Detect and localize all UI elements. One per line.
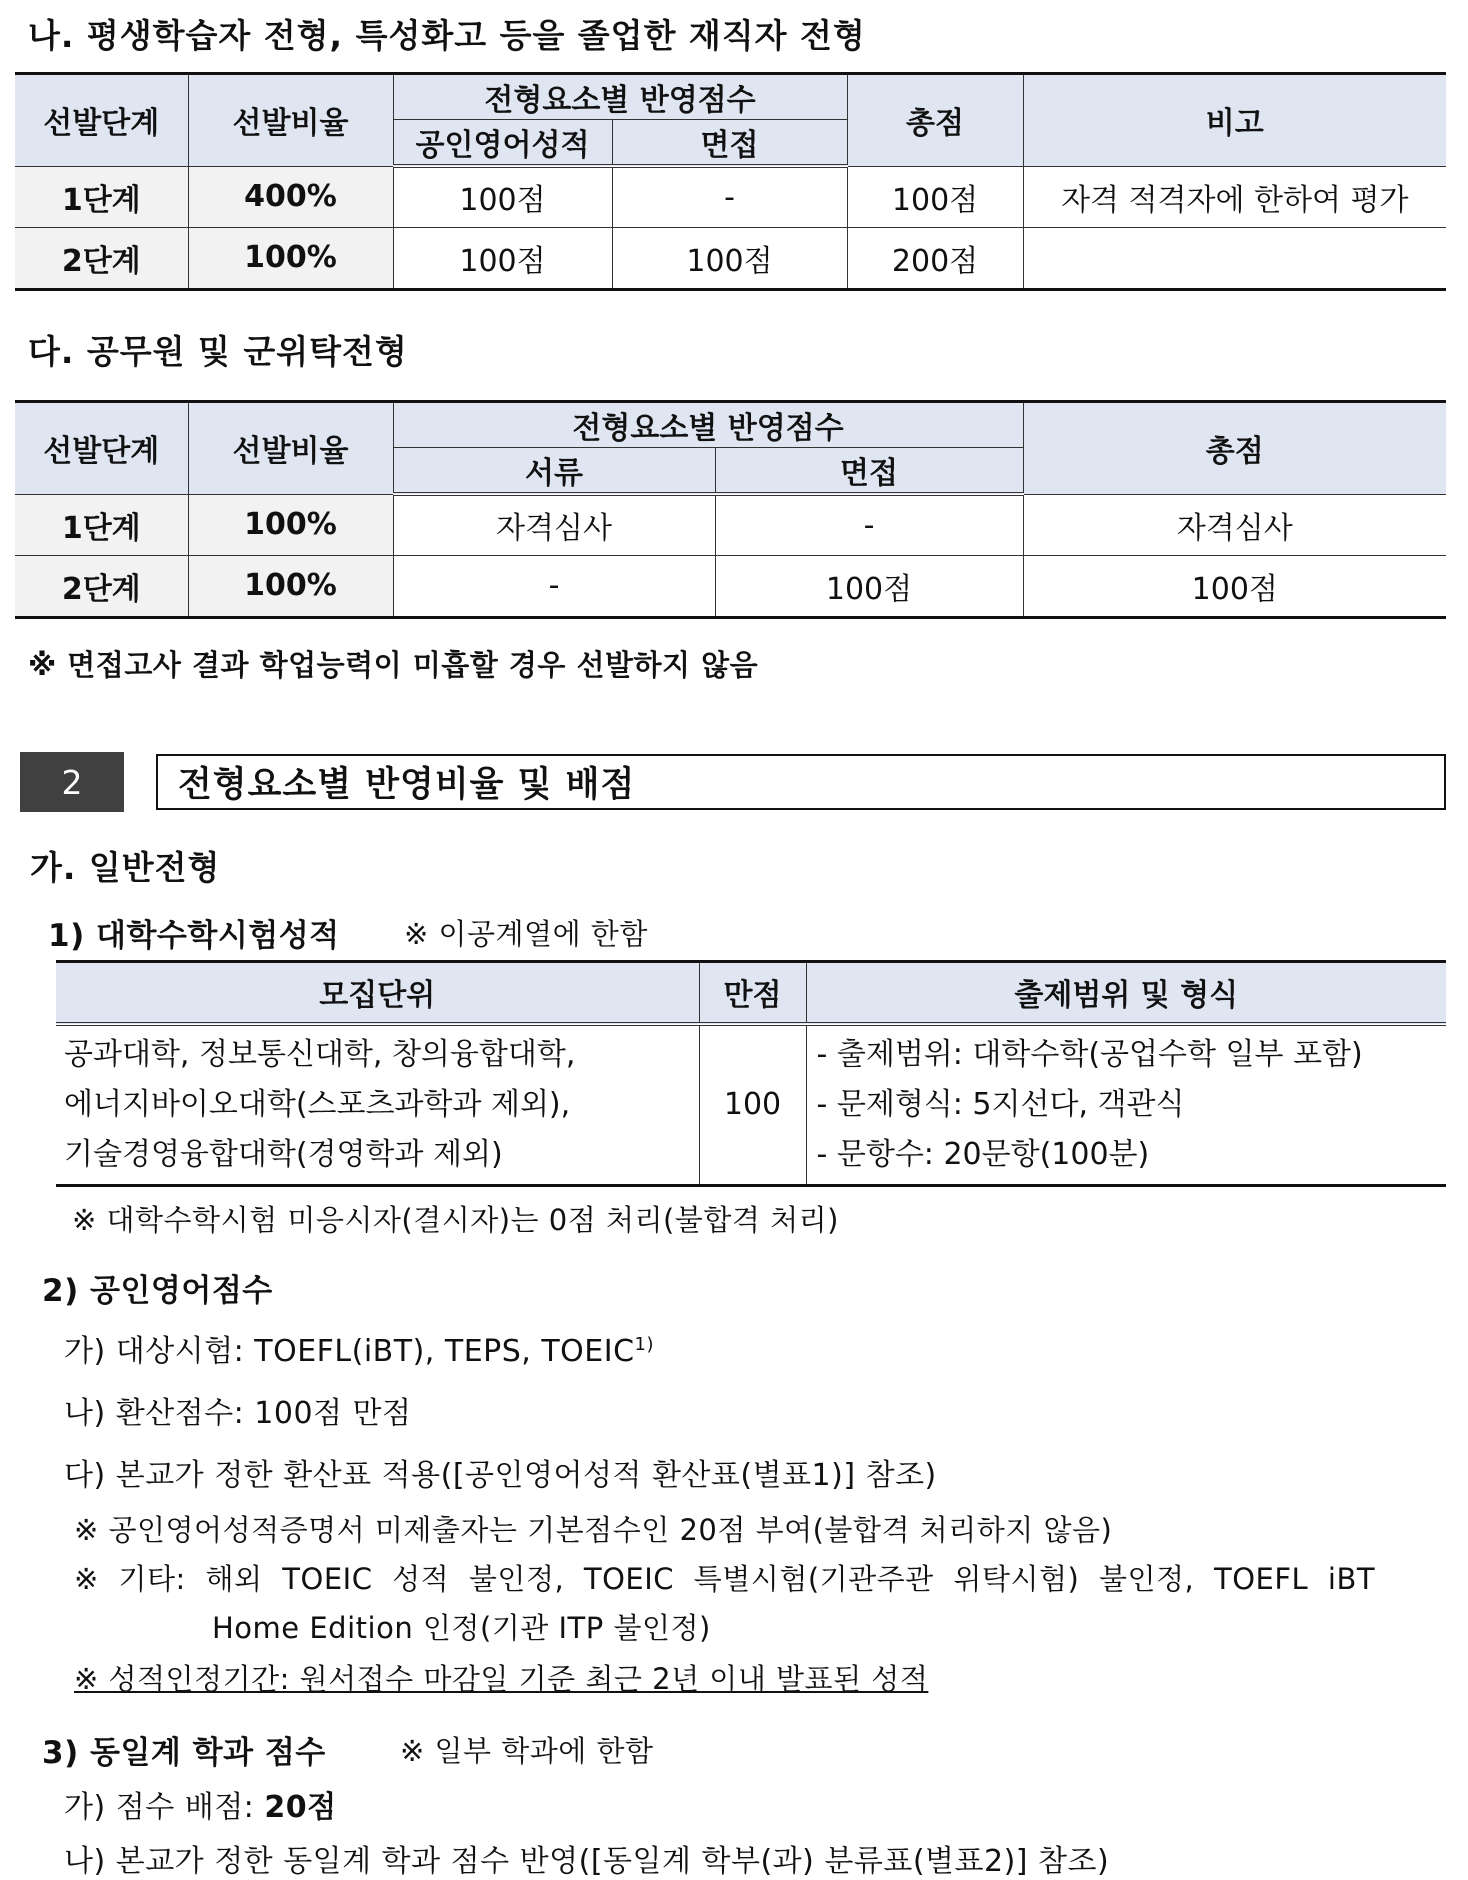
dept-item-b: 나) 본교가 정한 동일계 학과 점수 반영([동일계 학부(과) 분류표(별표2)] 참조)	[64, 1844, 1110, 1879]
header-group: 전형요소별 반영점수	[393, 402, 1023, 448]
cell-remark	[1023, 227, 1446, 289]
english-note-1: ※ 공인영어성적증명서 미제출자는 기본점수인 20점 부여(불합격 처리하지 않음)	[74, 1513, 1113, 1547]
dept-item-a-label: 가) 점수 배점:	[64, 1790, 265, 1825]
header-total: 총점	[1023, 402, 1446, 495]
cell-interview: 100점	[612, 227, 847, 289]
cell-stage: 1단계	[15, 166, 188, 227]
cell-ratio: 100%	[188, 227, 393, 289]
section-number-badge: 2	[20, 752, 124, 812]
interview-note: ※ 면접고사 결과 학업능력이 미흡할 경우 선발하지 않음	[28, 648, 759, 682]
english-title: 2) 공인영어점수	[42, 1273, 273, 1309]
cell-ratio: 100%	[188, 555, 393, 617]
cell-ratio: 100%	[188, 494, 393, 555]
cell-docs: 자격심사	[393, 494, 715, 555]
scope-line: - 문제형식: 5지선다, 객관식	[816, 1086, 1185, 1122]
header-remark: 비고	[1023, 74, 1446, 167]
dept-note: ※ 일부 학과에 한함	[400, 1734, 654, 1768]
header-max: 만점	[699, 962, 806, 1024]
cell-stage: 1단계	[15, 494, 188, 555]
table-na	[15, 72, 1446, 291]
english-note-3-text: ※ 성적인정기간: 원서접수 마감일 기준 최근 2년 이내 발표된 성적	[74, 1662, 929, 1696]
cell-stage: 2단계	[15, 227, 188, 289]
english-item-a-text: 가) 대상시험: TOEFL(iBT), TEPS, TOEIC	[64, 1334, 635, 1369]
header-stage: 선발단계	[15, 74, 188, 167]
table-row	[15, 555, 1446, 617]
header-stage: 선발단계	[15, 402, 188, 495]
english-item-a	[64, 1326, 654, 1370]
header-total: 총점	[847, 74, 1023, 167]
section-2-title: 전형요소별 반영비율 및 배점	[156, 754, 1446, 810]
section-da-title: 다. 공무원 및 군위탁전형	[28, 332, 408, 371]
unit-line: 에너지바이오대학(스포츠과학과 제외),	[64, 1086, 571, 1122]
header-ratio: 선발비율	[188, 74, 393, 167]
header-docs: 서류	[393, 448, 715, 495]
english-item-b: 나) 환산점수: 100점 만점	[64, 1396, 412, 1431]
cell-remark: 자격 적격자에 한하여 평가	[1023, 166, 1446, 227]
cell-total: 자격심사	[1023, 494, 1446, 555]
cell-total: 100점	[1023, 555, 1446, 617]
table-math	[56, 960, 1446, 1187]
scope-line: - 출제범위: 대학수학(공업수학 일부 포함)	[816, 1036, 1363, 1072]
cell-interview: 100점	[715, 555, 1023, 617]
unit-line: 기술경영융합대학(경영학과 제외)	[64, 1136, 503, 1172]
english-item-c: 다) 본교가 정한 환산표 적용([공인영어성적 환산표(별표1)] 참조)	[64, 1458, 937, 1493]
table-row	[15, 227, 1446, 289]
header-group: 전형요소별 반영점수	[393, 74, 847, 120]
english-note-2: ※ 기타: 해외 TOEIC 성적 불인정, TOEIC 특별시험(기관주관 위탁시험) 불인정, TOEFL iBT	[74, 1562, 1376, 1596]
dept-title: 3) 동일계 학과 점수	[42, 1735, 326, 1771]
cell-units	[56, 1024, 699, 1186]
section-ga-title: 가. 일반전형	[30, 848, 221, 887]
cell-stage: 2단계	[15, 555, 188, 617]
cell-total: 200점	[847, 227, 1023, 289]
header-interview: 면접	[715, 448, 1023, 495]
english-note-3	[74, 1657, 928, 1698]
cell-english: 100점	[393, 227, 612, 289]
cell-scope	[806, 1024, 1446, 1186]
math-title: 1) 대학수학시험성적	[48, 918, 340, 954]
section-na-title: 나. 평생학습자 전형, 특성화고 등을 졸업한 재직자 전형	[28, 16, 866, 55]
header-unit: 모집단위	[56, 962, 699, 1024]
math-note: ※ 이공계열에 한함	[404, 917, 648, 951]
footnote-ref: 1)	[634, 1334, 655, 1355]
cell-interview: -	[715, 494, 1023, 555]
math-footnote: ※ 대학수학시험 미응시자(결시자)는 0점 처리(불합격 처리)	[72, 1203, 839, 1237]
dept-item-a	[64, 1782, 337, 1826]
table-row	[56, 1024, 1446, 1186]
scope-line: - 문항수: 20문항(100분)	[816, 1136, 1150, 1172]
cell-total: 100점	[847, 166, 1023, 227]
cell-docs: -	[393, 555, 715, 617]
cell-interview: -	[612, 166, 847, 227]
header-scope: 출제범위 및 형식	[806, 962, 1446, 1024]
table-da	[15, 400, 1446, 619]
header-interview: 면접	[612, 120, 847, 167]
header-english: 공인영어성적	[393, 120, 612, 167]
header-ratio: 선발비율	[188, 402, 393, 495]
cell-max: 100	[699, 1024, 806, 1186]
table-row	[15, 166, 1446, 227]
english-note-2-cont: Home Edition 인정(기관 ITP 불인정)	[212, 1611, 711, 1645]
cell-ratio: 400%	[188, 166, 393, 227]
unit-line: 공과대학, 정보통신대학, 창의융합대학,	[64, 1036, 576, 1072]
table-row	[15, 494, 1446, 555]
dept-item-a-value: 20점	[264, 1790, 337, 1825]
cell-english: 100점	[393, 166, 612, 227]
